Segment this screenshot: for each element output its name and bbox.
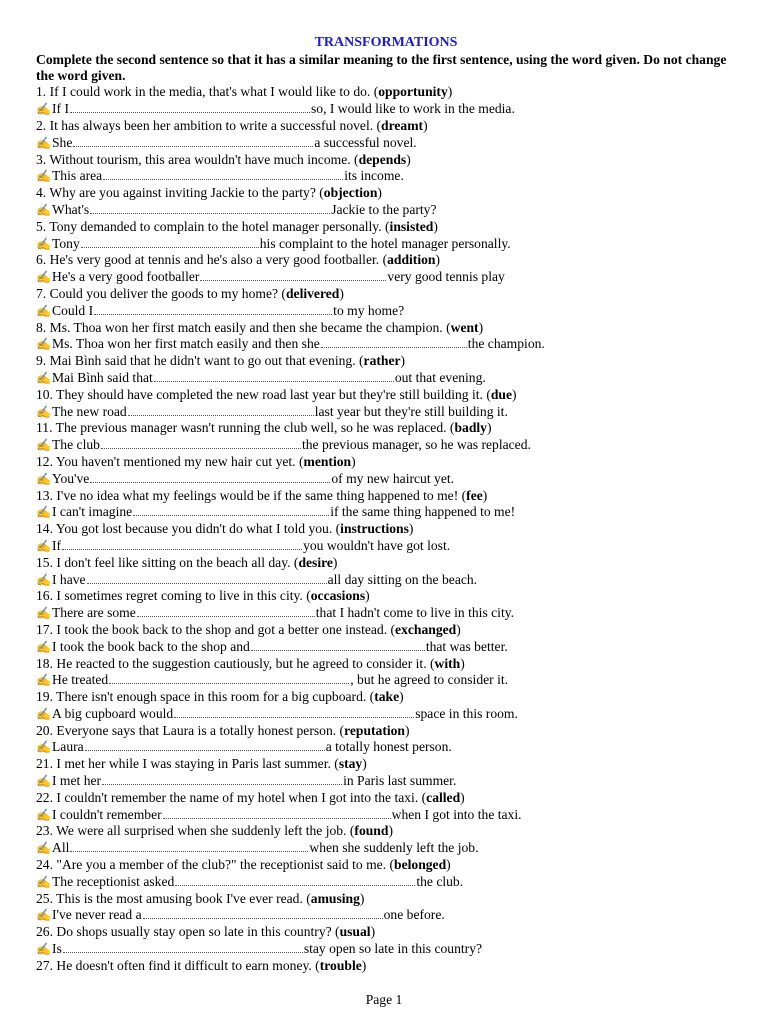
exercise-prompt [36, 689, 736, 706]
exercise-item [36, 387, 736, 421]
exercise-sentence: I don't feel like sitting on the beach all day. ( [56, 554, 299, 570]
answer-blank[interactable] [70, 101, 310, 113]
answer-line [36, 538, 736, 555]
exercise-prompt [36, 387, 736, 404]
exercise-prompt [36, 622, 736, 639]
exercise-sentence: Tony demanded to complain to the hotel manager personally. ( [49, 218, 390, 234]
answer-suffix: a successful novel. [314, 134, 417, 150]
answer-suffix: out that evening. [394, 369, 486, 385]
answer-blank[interactable] [133, 504, 329, 516]
answer-prefix: I can't imagine [52, 504, 133, 520]
exercise-item [36, 118, 736, 152]
answer-prefix: Ms. Thoa won her first match easily and then she [52, 336, 320, 352]
exercise-sentence: He doesn't often find it difficult to earn money. ( [56, 957, 320, 973]
answer-line [36, 504, 736, 521]
closing-paren: ) [377, 185, 382, 201]
key-word: trouble [319, 957, 362, 973]
answer-blank[interactable] [175, 874, 415, 886]
exercise-sentence: I couldn't remember the name of my hotel when I got into the taxi. ( [56, 789, 427, 805]
exercise-item [36, 320, 736, 354]
exercise-number: 10. [36, 386, 53, 402]
answer-prefix: I have [52, 571, 86, 587]
key-word: instructions [340, 521, 409, 537]
answer-blank[interactable] [143, 907, 383, 919]
exercise-item [36, 823, 736, 857]
writing-hand-icon: ✍ [36, 102, 51, 117]
answer-line [36, 840, 736, 857]
exercise-prompt [36, 118, 736, 135]
answer-suffix: so, I would like to work in the media. [310, 101, 515, 117]
key-word: stay [338, 756, 363, 772]
exercise-sentence: You got lost because you didn't do what I told you. ( [55, 521, 341, 537]
answer-prefix: What's [52, 201, 90, 217]
exercise-number: 23. [36, 823, 53, 839]
exercise-sentence: I took the book back to the shop and got a better one instead. ( [56, 621, 396, 637]
exercise-number: 21. [36, 756, 53, 772]
answer-blank[interactable] [73, 135, 313, 147]
exercise-item [36, 219, 736, 253]
answer-line [36, 236, 736, 253]
answer-prefix: This area [52, 168, 103, 184]
answer-line [36, 437, 736, 454]
exercise-prompt [36, 924, 736, 941]
page-title: TRANSFORMATIONS [314, 35, 458, 50]
exercise-number: 9. [36, 353, 47, 369]
exercise-prompt [36, 185, 736, 202]
exercise-sentence: I met her while I was staying in Paris last summer. ( [56, 756, 339, 772]
closing-paren: ) [361, 957, 367, 973]
answer-prefix: He treated [52, 672, 109, 688]
exercise-prompt [36, 252, 736, 269]
worksheet-page [36, 34, 736, 975]
exercise-number: 4. [36, 185, 47, 201]
key-word: dreamt [381, 118, 424, 133]
exercise-sentence: Do shops usually stay open so late in this country? ( [56, 924, 340, 940]
writing-hand-icon: ✍ [36, 807, 51, 822]
closing-paren: ) [460, 655, 465, 671]
exercise-number: 18. [36, 655, 53, 671]
exercise-sentence: Everyone says that Laura is a totally honest person. ( [56, 722, 345, 738]
closing-paren: ) [399, 689, 404, 705]
exercise-sentence: You haven't mentioned my new hair cut yet. ( [55, 453, 304, 469]
writing-hand-icon: ✍ [36, 438, 51, 453]
answer-line [36, 135, 736, 152]
exercise-item [36, 252, 736, 286]
writing-hand-icon: ✍ [36, 538, 51, 553]
answer-prefix: I've never read a [52, 907, 142, 923]
exercise-prompt [36, 857, 736, 874]
writing-hand-icon: ✍ [36, 908, 51, 923]
answer-suffix: all day sitting on the beach. [327, 571, 478, 587]
answer-suffix: Jackie to the party? [331, 201, 437, 217]
exercise-item [36, 353, 736, 387]
exercise-item [36, 857, 736, 891]
exercise-prompt [36, 420, 736, 437]
closing-paren: ) [339, 285, 344, 301]
answer-suffix: one before. [383, 907, 445, 923]
closing-paren: ) [400, 353, 406, 369]
answer-prefix: He's a very good footballer [52, 269, 200, 285]
answer-line [36, 572, 736, 589]
exercise-prompt [36, 723, 736, 740]
writing-hand-icon: ✍ [36, 505, 51, 520]
answer-prefix: Mai Bình said that [52, 369, 153, 385]
writing-hand-icon: ✍ [36, 774, 51, 789]
answer-line [36, 907, 736, 924]
closing-paren: ) [362, 756, 367, 772]
closing-paren: ) [423, 118, 428, 133]
answer-line [36, 168, 736, 185]
exercise-number: 6. [36, 252, 47, 268]
key-word: usual [339, 924, 371, 940]
answer-prefix: The new road [52, 403, 127, 419]
writing-hand-icon: ✍ [36, 303, 51, 318]
exercise-item [36, 488, 736, 522]
exercise-number: 13. [36, 487, 53, 503]
writing-hand-icon: ✍ [36, 471, 51, 486]
exercise-sentence: I sometimes regret coming to live in this city. ( [56, 588, 311, 604]
key-word: went [450, 319, 479, 335]
exercise-sentence: There isn't enough space in this room for a big cupboard. ( [56, 689, 375, 705]
writing-hand-icon: ✍ [36, 572, 51, 587]
exercise-item [36, 84, 736, 118]
key-word: take [374, 689, 400, 705]
exercise-item [36, 521, 736, 555]
writing-hand-icon: ✍ [36, 639, 51, 654]
answer-line [36, 370, 736, 387]
answer-blank[interactable] [137, 605, 315, 617]
exercise-item [36, 924, 736, 958]
exercise-number: 7. [36, 285, 47, 301]
page-footer: Page 1 [365, 992, 403, 1007]
answer-line [36, 336, 736, 353]
answer-suffix: last year but they're still building it. [314, 403, 508, 419]
exercise-number: 14. [36, 521, 53, 537]
exercise-item [36, 756, 736, 790]
closing-paren: ) [408, 521, 414, 537]
exercise-number: 17. [36, 621, 53, 637]
answer-line [36, 739, 736, 756]
answer-prefix: Laura [52, 739, 84, 755]
closing-paren: ) [486, 420, 492, 436]
answer-line [36, 202, 736, 219]
exercise-sentence: Could you deliver the goods to my home? ( [49, 285, 286, 301]
answer-prefix: The club [52, 437, 100, 453]
answer-line [36, 303, 736, 320]
answer-prefix: There are some [52, 605, 136, 621]
exercise-item [36, 588, 736, 622]
exercise-number: 15. [36, 554, 53, 570]
answer-blank[interactable] [94, 303, 332, 315]
exercise-sentence: If I could work in the media, that's what I would like to do. ( [49, 84, 379, 100]
answer-blank[interactable] [163, 807, 391, 819]
closing-paren: ) [332, 554, 338, 570]
closing-paren: ) [388, 823, 393, 839]
closing-paren: ) [447, 84, 453, 100]
answer-prefix: You've [52, 470, 90, 486]
answer-blank[interactable] [154, 370, 394, 382]
closing-paren: ) [482, 487, 488, 503]
key-word: addition [387, 252, 436, 268]
answer-line [36, 471, 736, 488]
closing-paren: ) [433, 218, 438, 234]
answer-blank[interactable] [103, 168, 343, 180]
key-word: badly [454, 420, 487, 436]
closing-paren: ) [365, 588, 370, 604]
answer-suffix: the champion. [467, 336, 545, 352]
exercise-sentence: He's very good at tennis and he's also a very good footballer. ( [49, 252, 388, 268]
answer-prefix: I took the book back to the shop and [52, 638, 250, 654]
key-word: mention [303, 453, 352, 469]
answer-blank[interactable] [321, 336, 467, 348]
answer-prefix: Could I [52, 302, 94, 318]
answer-suffix: that I hadn't come to live in this city. [315, 605, 515, 621]
exercise-prompt [36, 353, 736, 370]
answer-prefix: Tony [52, 235, 80, 251]
key-word: occasions [310, 588, 366, 604]
key-word: called [426, 789, 461, 805]
answer-prefix: I met her [52, 773, 102, 789]
key-word: objection [323, 185, 378, 201]
answer-blank[interactable] [128, 404, 314, 416]
exercise-sentence: It has always been her ambition to write a successful novel. ( [49, 118, 382, 133]
answer-blank[interactable] [174, 706, 414, 718]
answer-suffix: his complaint to the hotel manager personally. [259, 235, 511, 251]
answer-line [36, 605, 736, 622]
answer-suffix: space in this room. [415, 705, 518, 721]
key-word: fee [466, 487, 483, 503]
answer-suffix: a totally honest person. [325, 739, 452, 755]
writing-hand-icon: ✍ [36, 135, 51, 150]
answer-line [36, 773, 736, 790]
writing-hand-icon: ✍ [36, 874, 51, 889]
exercise-sentence: The previous manager wasn't running the club well, so he was replaced. ( [55, 420, 455, 436]
answer-blank[interactable] [90, 471, 330, 483]
exercise-prompt [36, 588, 736, 605]
exercise-number: 19. [36, 689, 53, 705]
key-word: opportunity [378, 84, 448, 100]
closing-paren: ) [370, 924, 376, 940]
answer-suffix: its income. [344, 168, 404, 184]
answer-prefix: A big cupboard would [52, 705, 174, 721]
instructions: Complete the second sentence so that it has a similar meaning to the first sentence, using the word given. Do not change the word given. [36, 52, 727, 84]
answer-prefix: If I [52, 101, 69, 117]
exercise-item [36, 958, 736, 975]
answer-suffix: if the same thing happened to me! [330, 504, 516, 520]
answer-blank[interactable] [62, 538, 302, 550]
exercise-number: 26. [36, 924, 53, 940]
exercise-sentence: Ms. Thoa won her first match easily and then she became the champion. ( [49, 319, 451, 335]
key-word: desire [298, 554, 333, 570]
answer-line [36, 269, 736, 286]
answer-line [36, 404, 736, 421]
exercise-prompt [36, 756, 736, 773]
answer-blank[interactable] [109, 672, 349, 684]
exercise-item [36, 555, 736, 589]
answer-line [36, 101, 736, 118]
key-word: belonged [394, 857, 447, 873]
key-word: reputation [344, 722, 405, 738]
writing-hand-icon: ✍ [36, 202, 51, 217]
exercise-prompt [36, 891, 736, 908]
writing-hand-icon: ✍ [36, 740, 51, 755]
answer-blank[interactable] [102, 773, 342, 785]
answer-line [36, 874, 736, 891]
answer-suffix: when I got into the taxi. [391, 806, 522, 822]
answer-blank[interactable] [101, 437, 301, 449]
closing-paren: ) [405, 722, 410, 738]
exercise-item [36, 622, 736, 656]
exercise-number: 20. [36, 722, 53, 738]
exercise-number: 12. [36, 453, 53, 469]
exercise-sentence: He reacted to the suggestion cautiously, but he agreed to consider it. ( [56, 655, 435, 671]
answer-blank[interactable] [87, 572, 327, 584]
exercise-prompt [36, 958, 736, 975]
closing-paren: ) [435, 252, 440, 268]
exercise-item [36, 723, 736, 757]
exercise-sentence: This is the most amusing book I've ever read. ( [56, 890, 311, 906]
exercise-sentence: We were all surprised when she suddenly left the job. ( [56, 823, 355, 839]
exercise-number: 22. [36, 789, 53, 805]
answer-prefix: If [52, 537, 62, 553]
answer-blank[interactable] [85, 739, 325, 751]
answer-prefix: The receptionist asked [52, 873, 175, 889]
exercise-item [36, 454, 736, 488]
answer-line [36, 639, 736, 656]
closing-paren: ) [478, 319, 484, 335]
answer-blank[interactable] [81, 236, 259, 248]
writing-hand-icon: ✍ [36, 337, 51, 352]
answer-prefix: All [52, 840, 70, 856]
exercise-number: 25. [36, 890, 53, 906]
exercise-sentence: "Are you a member of the club?" the receptionist said to me. ( [56, 857, 395, 873]
exercise-item [36, 420, 736, 454]
answer-suffix: the club. [416, 873, 464, 889]
exercise-prompt [36, 488, 736, 505]
exercise-prompt [36, 84, 736, 101]
answer-suffix: of my new haircut yet. [331, 470, 455, 486]
exercise-item [36, 185, 736, 219]
key-word: delivered [285, 285, 340, 301]
key-word: rather [363, 353, 401, 369]
writing-hand-icon: ✍ [36, 169, 51, 184]
key-word: amusing [310, 890, 360, 906]
writing-hand-icon: ✍ [36, 942, 51, 957]
exercise-number: 11. [36, 420, 53, 436]
exercise-item [36, 891, 736, 925]
closing-paren: ) [351, 453, 356, 469]
writing-hand-icon: ✍ [36, 404, 51, 419]
answer-suffix: that was better. [425, 638, 508, 654]
closing-paren: ) [406, 151, 411, 167]
closing-paren: ) [446, 857, 451, 873]
exercise-prompt [36, 521, 736, 538]
answer-line [36, 807, 736, 824]
exercise-number: 2. [36, 118, 47, 133]
key-word: exchanged [395, 621, 457, 637]
answer-suffix: stay open so late in this country? [303, 941, 483, 957]
exercise-number: 8. [36, 319, 47, 335]
answer-suffix: the previous manager, so he was replaced. [301, 437, 531, 453]
exercise-prompt [36, 152, 736, 169]
answer-prefix: I couldn't remember [52, 806, 162, 822]
answer-suffix: to my home? [333, 302, 405, 318]
answer-line [36, 941, 736, 958]
exercise-item [36, 790, 736, 824]
answer-blank[interactable] [63, 941, 303, 953]
exercise-item [36, 286, 736, 320]
exercise-number: 27. [36, 957, 53, 973]
answer-suffix: in Paris last summer. [343, 773, 457, 789]
writing-hand-icon: ✍ [36, 270, 51, 285]
answer-line [36, 706, 736, 723]
exercise-item [36, 689, 736, 723]
exercise-list [36, 84, 736, 974]
exercise-prompt [36, 286, 736, 303]
exercise-sentence: Mai Bình said that he didn't want to go out that evening. ( [49, 353, 364, 369]
exercise-number: 3. [36, 151, 47, 167]
writing-hand-icon: ✍ [36, 706, 51, 721]
exercise-number: 24. [36, 857, 53, 873]
answer-suffix: you wouldn't have got lost. [303, 537, 451, 553]
answer-blank[interactable] [200, 269, 386, 281]
exercise-prompt [36, 219, 736, 236]
exercise-prompt [36, 823, 736, 840]
answer-blank[interactable] [251, 639, 425, 651]
closing-paren: ) [456, 621, 461, 637]
exercise-prompt [36, 320, 736, 337]
answer-line [36, 672, 736, 689]
key-word: insisted [389, 218, 434, 234]
exercise-item [36, 656, 736, 690]
key-word: with [434, 655, 461, 671]
closing-paren: ) [359, 890, 365, 906]
exercise-prompt [36, 555, 736, 572]
exercise-sentence: They should have completed the new road last year but they're still building it. ( [56, 386, 491, 402]
exercise-prompt [36, 656, 736, 673]
exercise-number: 5. [36, 218, 47, 234]
exercise-number: 1. [36, 84, 47, 100]
writing-hand-icon: ✍ [36, 673, 51, 688]
exercise-number: 16. [36, 588, 53, 604]
exercise-sentence: Why are you against inviting Jackie to the party? ( [49, 185, 324, 201]
answer-suffix: when she suddenly left the job. [309, 840, 479, 856]
key-word: found [354, 823, 389, 839]
exercise-prompt [36, 454, 736, 471]
exercise-prompt [36, 790, 736, 807]
exercise-sentence: Without tourism, this area wouldn't have much income. ( [49, 151, 359, 167]
writing-hand-icon: ✍ [36, 841, 51, 856]
answer-prefix: Is [52, 941, 62, 957]
key-word: due [490, 386, 513, 402]
answer-prefix: She [52, 134, 73, 150]
answer-blank[interactable] [90, 202, 330, 214]
writing-hand-icon: ✍ [36, 370, 51, 385]
exercise-item [36, 152, 736, 186]
closing-paren: ) [512, 386, 517, 402]
answer-blank[interactable] [70, 840, 308, 852]
answer-suffix: very good tennis play [387, 269, 505, 285]
answer-suffix: , but he agreed to consider it. [350, 672, 509, 688]
writing-hand-icon: ✍ [36, 236, 51, 251]
exercise-sentence: I've no idea what my feelings would be if the same thing happened to me! ( [56, 487, 467, 503]
closing-paren: ) [460, 789, 465, 805]
writing-hand-icon: ✍ [36, 606, 51, 621]
key-word: depends [358, 151, 407, 167]
